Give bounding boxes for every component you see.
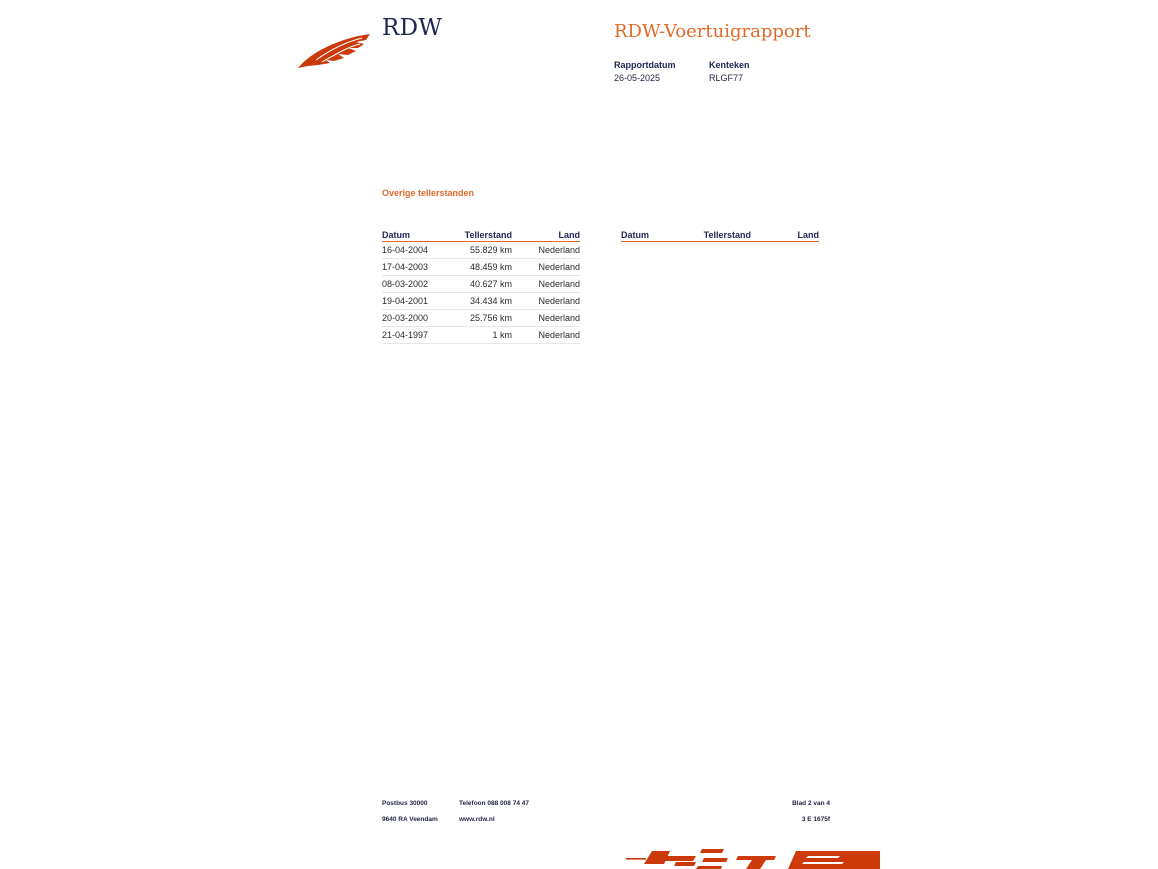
footer-postbus: Postbus 30000 [382,800,428,807]
rdw-stripes-icon [626,848,880,869]
table-row [382,310,580,327]
table-header [621,229,819,242]
column-header-reading: Tellerstand [464,230,512,240]
cell-date: 17-04-2003 [382,262,429,272]
cell-reading: 34.434 km [469,296,512,306]
cell-reading: 55.829 km [469,245,512,255]
footer-address: 9640 RA Veendam [382,816,438,823]
cell-country: Nederland [538,245,580,255]
footer-phone: Telefoon 088 008 74 47 [459,800,529,807]
plate-value: RLGF77 [709,73,744,83]
column-header-date: Datum [621,230,650,240]
column-header-date: Datum [382,230,411,240]
cell-country: Nederland [538,330,580,340]
table-row [382,242,580,259]
cell-country: Nederland [538,262,580,272]
cell-date: 20-03-2000 [382,313,429,323]
column-header-reading: Tellerstand [703,230,751,240]
cell-date: 16-04-2004 [382,245,429,255]
odometer-table-right [621,229,819,242]
footer-document-code: 3 E 1675f [801,816,830,823]
brand-name: RDW [382,15,443,41]
table-row [382,327,580,344]
plate-label: Kenteken [709,60,750,70]
table-row [382,276,580,293]
report-date-value: 26-05-2025 [614,73,661,83]
table-header [382,229,580,242]
document-title: RDW-Voertuigrapport [614,21,811,42]
rdw-logo-icon [296,30,372,72]
cell-reading: 25.756 km [469,313,512,323]
cell-country: Nederland [538,313,580,323]
cell-date: 08-03-2002 [382,279,429,289]
cell-date: 21-04-1997 [382,330,429,340]
cell-country: Nederland [538,296,580,306]
cell-reading: 40.627 km [469,279,512,289]
cell-reading: 1 km [492,330,512,340]
table-row [382,293,580,310]
odometer-table-left [382,229,580,344]
section-title: Overige tellerstanden [382,188,475,198]
cell-reading: 48.459 km [469,262,512,272]
table-row [382,259,580,276]
footer-page-number: Blad 2 van 4 [792,800,830,807]
report-date-label: Rapportdatum [614,60,676,70]
cell-date: 19-04-2001 [382,296,429,306]
footer-website[interactable]: www.rdw.nl [459,816,495,823]
cell-country: Nederland [538,279,580,289]
column-header-country: Land [558,230,580,240]
column-header-country: Land [797,230,819,240]
